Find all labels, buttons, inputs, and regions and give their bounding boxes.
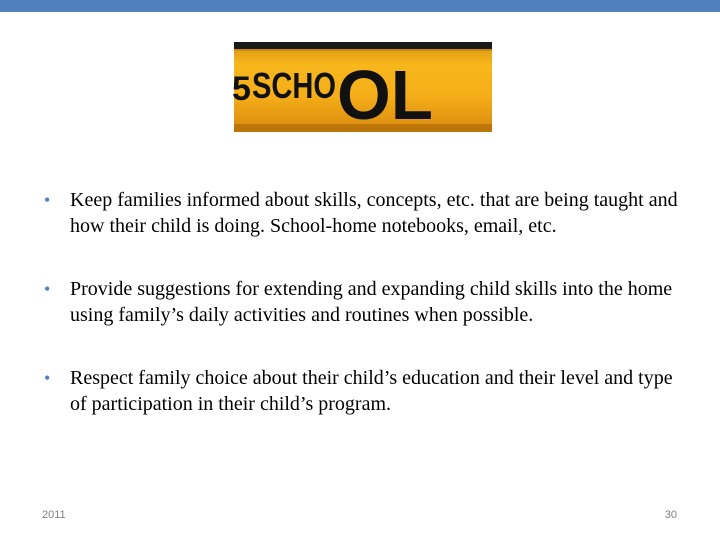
bullet-dot-icon: • [44,279,51,299]
bullet-dot-icon: • [44,368,51,388]
bullet-item [44,276,684,328]
bullet-list [44,187,684,417]
sign-text-right: OL [337,56,433,134]
footer-year: 2011 [42,509,66,521]
bullet-text: Keep families informed about skills, concepts, etc. that are being taught and how their child is doing. School-home notebooks, email, etc. [70,189,678,237]
footer-page-number: 30 [664,509,677,521]
school-bus-sign-image [234,42,492,132]
bullet-item [44,365,684,417]
bullet-text: Provide suggestions for extending and expanding child skills into the home using family’s daily activities and routines when possible. [70,278,673,326]
bullet-text: Respect family choice about their child’s education and their level and type of participation in their child’s program. [70,367,673,415]
bullet-dot-icon: • [44,190,51,210]
top-accent-bar [0,0,720,12]
school-bus-sign-graphic [234,42,492,132]
bullet-item [44,187,684,239]
sign-text-left: SCHO [252,65,336,106]
sign-edge-text: 5 [232,70,251,108]
